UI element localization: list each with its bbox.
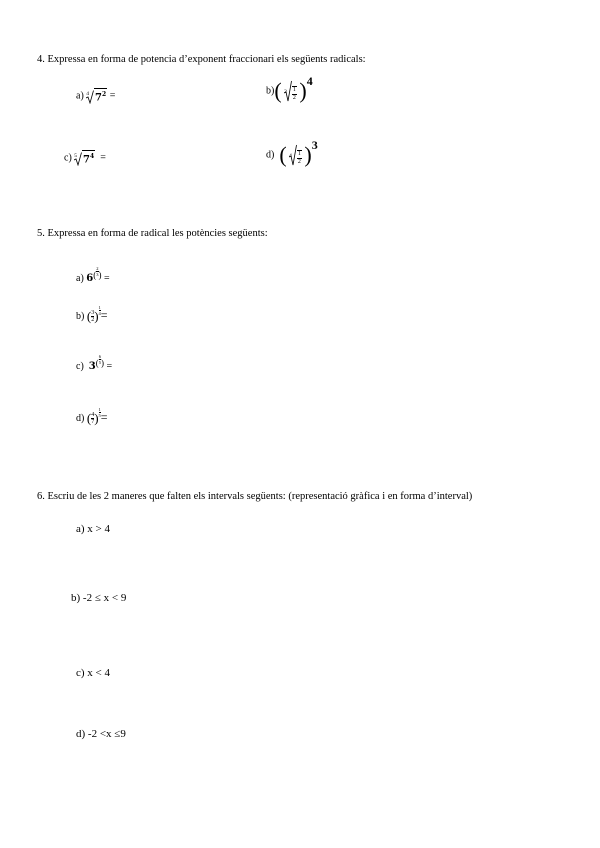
exercise-5-heading: 5. Expressa en forma de radical les potències següents: bbox=[37, 228, 268, 239]
exercise-5a bbox=[76, 266, 110, 284]
radicand-exponent: 2 bbox=[102, 91, 107, 98]
item-label: d) bbox=[76, 413, 85, 424]
outer-exponent: 3 bbox=[311, 138, 318, 152]
equals-sign: = bbox=[100, 410, 108, 424]
base-numerator: 3 bbox=[91, 309, 95, 316]
exponent-denominator: 5 bbox=[98, 413, 101, 418]
exponent-denominator: 4 bbox=[98, 311, 101, 316]
item-label: c) bbox=[64, 152, 72, 164]
exercise-6b: b) -2 ≤ x < 9 bbox=[71, 592, 127, 604]
item-label: b) bbox=[266, 85, 275, 97]
radical-index: 4 bbox=[289, 153, 292, 159]
equals-sign: = bbox=[104, 273, 110, 284]
radicand-base: 7 bbox=[95, 92, 102, 104]
outer-exponent: 4 bbox=[306, 74, 313, 88]
radical-index: 4 bbox=[86, 91, 90, 98]
equals-sign: = bbox=[100, 308, 108, 322]
exponent-denominator: 3 bbox=[96, 272, 99, 277]
exercise-4b bbox=[266, 74, 313, 103]
radicand-exponent: 4 bbox=[90, 153, 95, 160]
power-base: 6 bbox=[86, 273, 94, 284]
left-paren: ( bbox=[279, 142, 287, 167]
power-exponent bbox=[99, 305, 101, 316]
power-exponent bbox=[99, 407, 101, 418]
exercise-5c bbox=[76, 354, 113, 372]
left-paren: ( bbox=[86, 410, 92, 426]
exercise-4c bbox=[64, 150, 106, 166]
exercise-4a bbox=[76, 88, 115, 104]
base-numerator: 4 bbox=[91, 411, 95, 418]
exercise-6c: c) x < 4 bbox=[76, 667, 110, 679]
right-paren: ) bbox=[94, 410, 99, 426]
item-label: a) bbox=[76, 90, 84, 102]
equals-sign: = bbox=[100, 152, 106, 164]
fraction-denominator: 2 bbox=[292, 95, 296, 101]
power-exponent: ( $\frac{2}{3}$ ) bbox=[93, 266, 102, 280]
exercise-5d bbox=[76, 407, 108, 427]
exercise-4-heading: 4. Expressa en forma de potencia d’exponent fraccionari els següents radicals: bbox=[37, 54, 366, 65]
radical-index: 3 bbox=[284, 89, 287, 95]
radical bbox=[289, 144, 302, 166]
item-label: c) bbox=[76, 361, 84, 372]
left-paren: ( bbox=[274, 78, 282, 103]
radicand-base: 7 bbox=[83, 154, 90, 166]
exercise-6a: a) x > 4 bbox=[76, 523, 110, 535]
power-exponent: ( $\frac{6}{5}$ ) bbox=[95, 354, 104, 368]
exponent-numerator: 1 bbox=[98, 305, 101, 310]
base-denominator: 2 bbox=[91, 317, 95, 324]
exponent-numerator: 1 bbox=[98, 407, 101, 412]
exponent-numerator: 6 bbox=[98, 354, 101, 359]
right-paren: ) bbox=[299, 78, 307, 103]
right-paren: ) bbox=[94, 308, 99, 324]
right-paren: ) bbox=[304, 142, 312, 167]
item-label: d) bbox=[266, 149, 275, 161]
exercise-4d bbox=[266, 138, 318, 167]
radical bbox=[86, 88, 107, 104]
left-paren: ( bbox=[86, 308, 92, 324]
base-denominator: 7 bbox=[91, 419, 95, 426]
exercise-5b bbox=[76, 305, 108, 325]
item-label: a) bbox=[76, 273, 84, 284]
equals-sign: = bbox=[109, 90, 116, 102]
exercise-6d: d) -2 <x ≤9 bbox=[76, 728, 126, 740]
exponent-denominator: 5 bbox=[98, 360, 101, 365]
fraction-numerator: 1 bbox=[297, 151, 301, 157]
fraction-numerator: 1 bbox=[292, 87, 296, 93]
radical-index: 5 bbox=[74, 153, 78, 160]
radical bbox=[74, 150, 95, 166]
power-base: 3 bbox=[88, 361, 96, 372]
radical bbox=[284, 80, 297, 102]
equals-sign: = bbox=[106, 361, 113, 372]
item-label: b) bbox=[76, 311, 85, 322]
exercise-6-heading: 6. Escriu de les 2 maneres que falten els intervals següents: (representació gràfica i en forma d’interval) bbox=[37, 491, 473, 502]
fraction-denominator: 2 bbox=[297, 159, 301, 165]
exponent-numerator: 2 bbox=[96, 266, 99, 271]
